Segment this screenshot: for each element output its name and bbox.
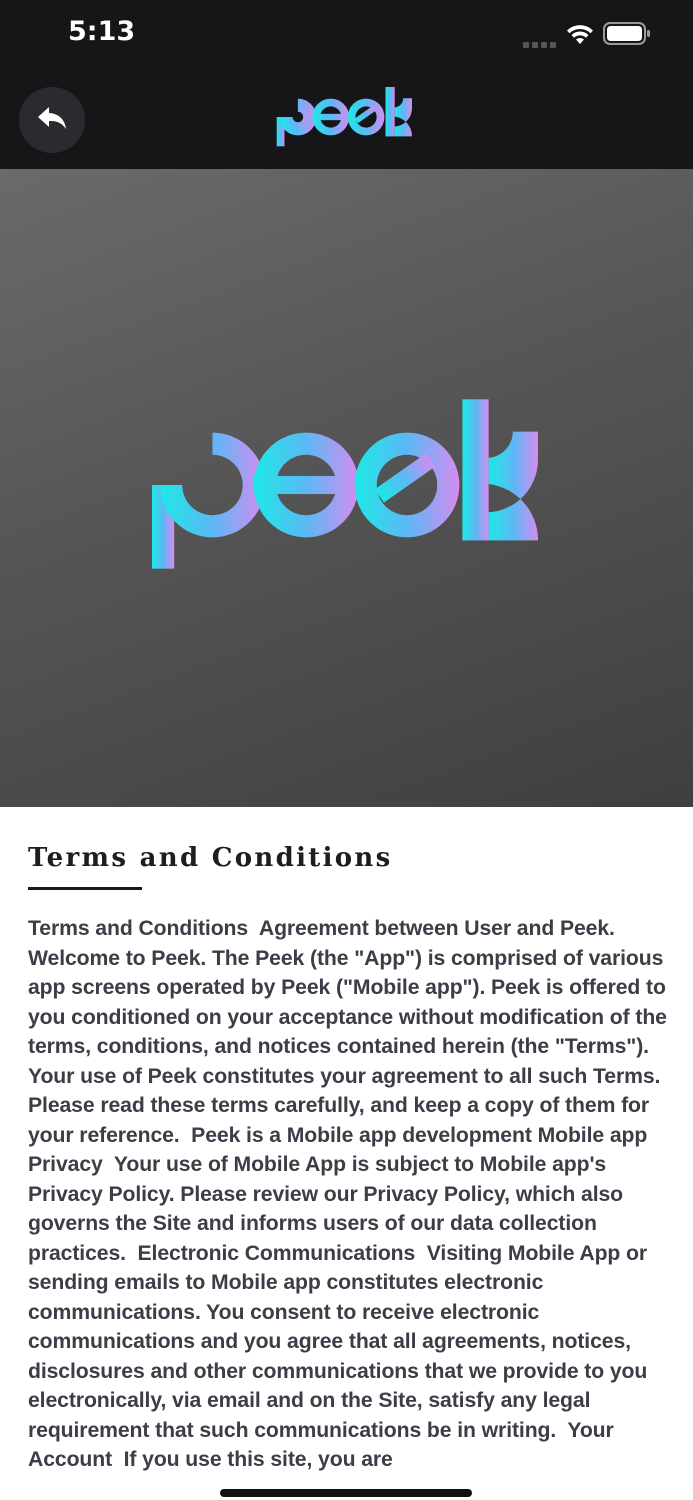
peek-logo — [276, 86, 412, 153]
home-indicator[interactable] — [220, 1489, 472, 1497]
back-button[interactable] — [19, 87, 85, 153]
reply-arrow-icon — [36, 105, 68, 136]
battery-icon — [603, 22, 651, 51]
terms-body-text: Terms and Conditions Agreement between User and Peek. Welcome to Peek. The Peek (the "App") is comprised of various app screens operated by Peek ("Mobile app"). Peek is offered to you conditioned on your acceptance without modification of the terms, conditions, and notices contained herein (the "Terms"). Your use of Peek constitutes your agreement to all such Terms. Please read these terms carefully, and keep a copy of them for your reference. Peek is a Mobile app development Mobile app Privacy Your use of Mobile App is subject to Mobile app's Privacy Policy. Please review our Privacy Policy, which also governs the Site and informs users of our data collection practices. Electronic Communications Visiting Mobile App or sending emails to Mobile app constitutes electronic communications. You consent to receive electronic communications and you agree that all agreements, notices, disclosures and other communications that we provide to you electronically, via email and on the Site, satisfy any legal requirement that such communications be in writing. Your Account If you use this site, you are — [28, 917, 673, 1471]
hero-banner — [0, 169, 693, 807]
cellular-signal-icon — [523, 36, 557, 54]
terms-title: Terms and Conditions — [28, 843, 393, 873]
title-underline — [28, 887, 142, 890]
status-time: 5:13 — [68, 16, 136, 47]
terms-content[interactable] — [0, 807, 693, 1500]
peek-logo-large — [150, 399, 538, 576]
status-bar — [0, 0, 693, 72]
wifi-icon — [565, 22, 595, 51]
nav-bar — [0, 72, 693, 169]
